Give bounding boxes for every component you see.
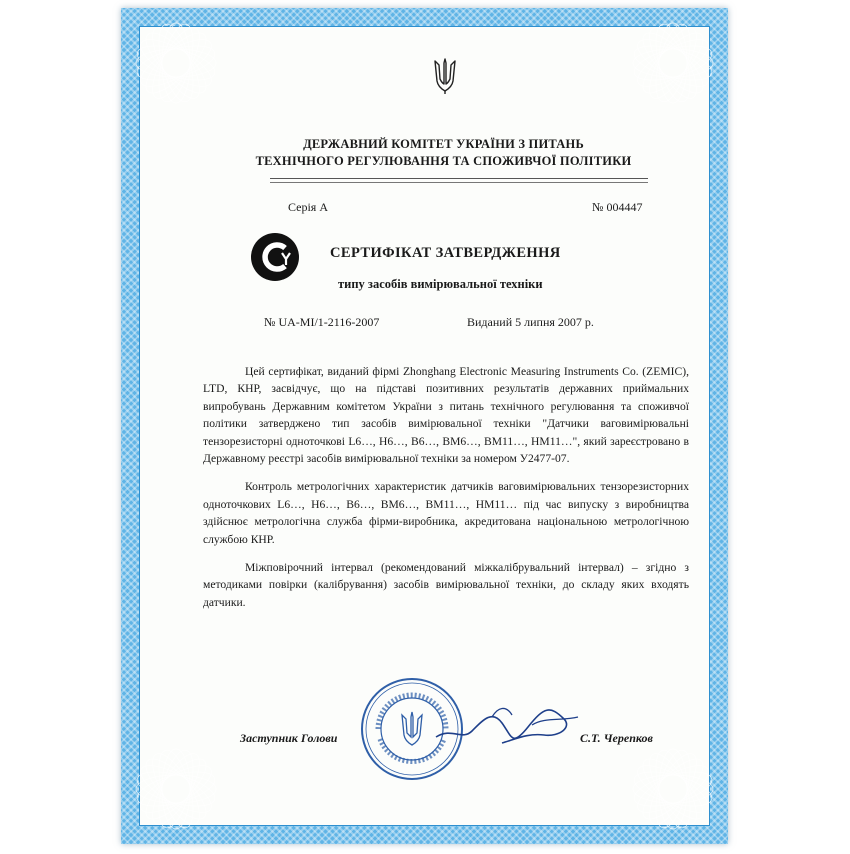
signatory-name: С.Т. Черепков [580, 731, 653, 745]
certificate-title: СЕРТИФІКАТ ЗАТВЕРДЖЕННЯ [330, 245, 561, 261]
header-divider [270, 178, 648, 179]
certificate-text [203, 363, 689, 622]
corner-rosette-bl [131, 744, 221, 834]
committee-name-line2: ТЕХНІЧНОГО РЕГУЛЮВАННЯ ТА СПОЖИВЧОЇ ПОЛІТИКИ [255, 154, 632, 168]
certificate-body [139, 26, 710, 826]
paragraph-approval: Цей сертифікат, виданий фірмі Zhonghang Electronic Measuring Instruments Co. (ZEMIC), LTD, КНР, засвідчує, що на підставі позитивних результатів державних приймальних випробувань Державним комітетом України з питань технічного регулювання та споживчої політики затверджено тип засобів вимірювальної техніки "Датчики ваговимірювальні тензорезисторні одноточкові L6…, H6…, B6…, BM6…, BM11…, HM11…", який зареєстровано в Державному реєстрі засобів вимірювальної техніки за номером У2477-07. [203, 365, 689, 466]
paragraph-interval: Міжповірочний інтервал (рекомендований міжкалібрувальний інтервал) – згідно з методиками повірки (калібрування) засобів вимірювальної техніки, до складу яких входять датчики. [203, 561, 689, 609]
signatory-position: Заступник Голови [240, 731, 338, 745]
corner-rosette-tl [131, 18, 221, 108]
certification-mark-icon [249, 231, 301, 283]
trident-icon [433, 57, 457, 95]
certificate-number: № 004447 [592, 200, 643, 214]
header-divider-thin [270, 182, 648, 183]
issue-date: Виданий 5 липня 2007 р. [467, 315, 594, 329]
handwritten-signature [432, 697, 582, 757]
certificate-page [121, 8, 728, 844]
series-label: Серія А [288, 200, 328, 214]
committee-name-line1: ДЕРЖАВНИЙ КОМІТЕТ УКРАЇНИ З ПИТАНЬ [303, 137, 584, 151]
certificate-subtitle: типу засобів вимірювальної техніки [338, 277, 543, 291]
registration-number: № UA-MI/1-2116-2007 [264, 315, 380, 329]
corner-rosette-br [628, 744, 718, 834]
paragraph-control: Контроль метрологічних характеристик датчиків ваговимірювальних тензорезисторних одноточкових L6…, H6…, B6…, BM6…, BM11…, HM11… під час випуску з виробництва здійснює метрологічна служба фірми-виробника, акредитована національною метрологічною службою КНР. [203, 480, 689, 546]
corner-rosette-tr [628, 18, 718, 108]
